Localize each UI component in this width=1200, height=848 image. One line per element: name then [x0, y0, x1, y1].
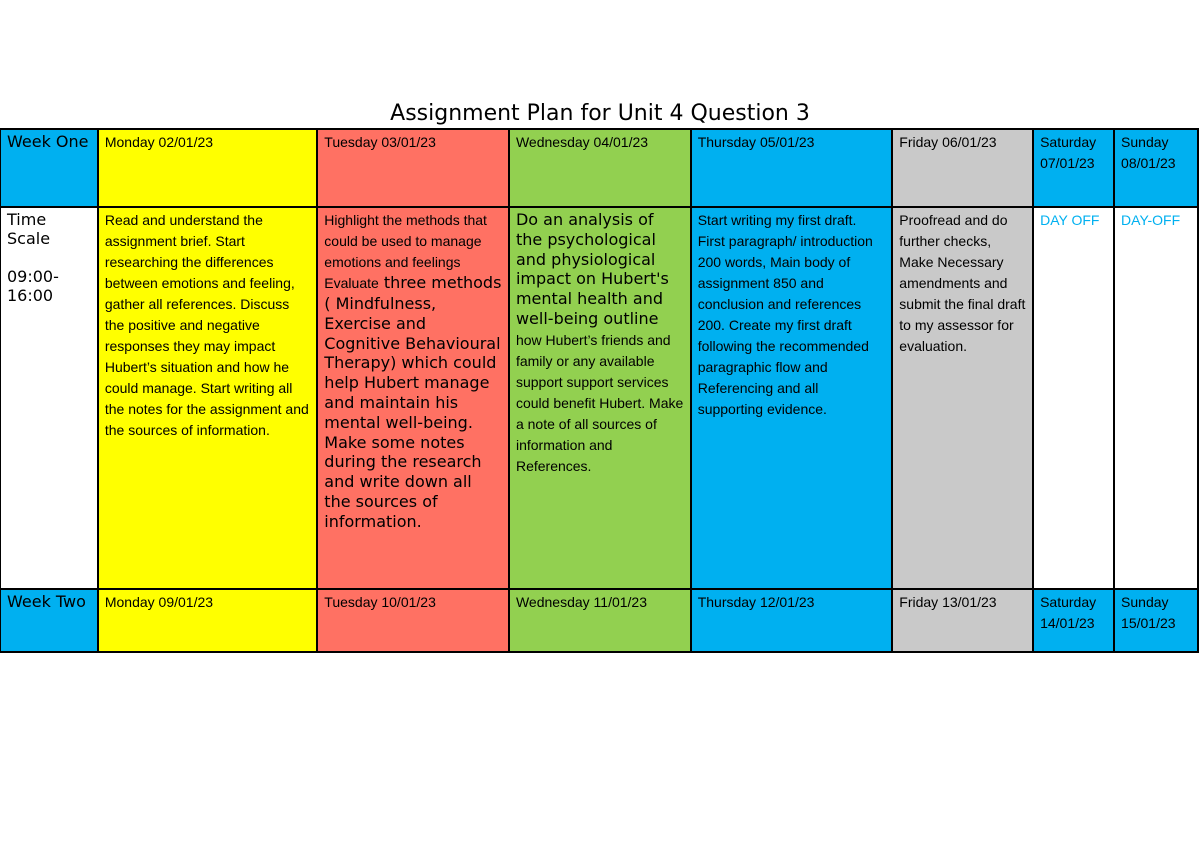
task-wednesday-part1: Do an analysis of the psychological and physiological impact on Hubert's mental health and well-being outline	[515, 210, 669, 328]
time-scale-label: Time Scale	[7, 210, 51, 248]
task-friday: Proofread and do further checks, Make Necessary amendments and submit the final draft to my assessor for evaluation.	[892, 207, 1033, 589]
week-one-day-friday: Friday 06/01/23	[892, 129, 1033, 207]
task-tuesday-part1: Highlight the methods that could be used to manage emotions and feelings Evaluate	[324, 212, 487, 291]
task-tuesday	[317, 207, 509, 589]
week-two-day-saturday: Saturday 14/01/23	[1033, 589, 1114, 652]
assignment-plan-table	[0, 128, 1199, 653]
task-wednesday-part2: how Hubert’s friends and family or any available support support services could benefit Hubert. Make a note of all sources of information and References.	[515, 331, 684, 474]
task-tuesday-part2: three methods ( Mindfulness, Exercise and Cognitive Behavioural Therapy) which could help Hubert manage and maintain his mental well-being. Make some notes during the research and write down all the sources of information.	[324, 273, 502, 531]
week-two-day-tuesday: Tuesday 10/01/23	[317, 589, 509, 652]
week-two-day-monday: Monday 09/01/23	[98, 589, 317, 652]
task-wednesday	[509, 207, 691, 589]
week-two-day-sunday: Sunday 15/01/23	[1114, 589, 1198, 652]
task-monday: Read and understand the assignment brief. Start researching the differences between emotions and feeling, gather all references. Discuss the positive and negative responses they may impact Hubert’s situation and how he could manage. Start writing all the notes for the assignment and the sources of information.	[98, 207, 317, 589]
week-two-header-row	[0, 589, 1198, 652]
time-scale-hours: 09:00-16:00	[7, 267, 59, 305]
week-two-day-wednesday: Wednesday 11/01/23	[509, 589, 691, 652]
week-two-day-thursday: Thursday 12/01/23	[691, 589, 893, 652]
page-title: Assignment Plan for Unit 4 Question 3	[390, 101, 810, 126]
time-scale-cell	[0, 207, 98, 589]
week-two-day-friday: Friday 13/01/23	[892, 589, 1033, 652]
week-one-day-saturday: Saturday 07/01/23	[1033, 129, 1114, 207]
week-one-day-tuesday: Tuesday 03/01/23	[317, 129, 509, 207]
week-one-label: Week One	[0, 129, 98, 207]
week-one-header-row	[0, 129, 1198, 207]
week-one-day-sunday: Sunday 08/01/23	[1114, 129, 1198, 207]
task-saturday: DAY OFF	[1033, 207, 1114, 589]
task-sunday: DAY-OFF	[1114, 207, 1198, 589]
week-one-day-monday: Monday 02/01/23	[98, 129, 317, 207]
task-row	[0, 207, 1198, 589]
week-one-day-thursday: Thursday 05/01/23	[691, 129, 893, 207]
week-one-day-wednesday: Wednesday 04/01/23	[509, 129, 691, 207]
task-thursday: Start writing my first draft. First paragraph/ introduction 200 words, Main body of assignment 850 and conclusion and references 200. Create my first draft following the recommended paragraphic flow and Referencing and all supporting evidence.	[691, 207, 893, 589]
week-two-label: Week Two	[0, 589, 98, 652]
